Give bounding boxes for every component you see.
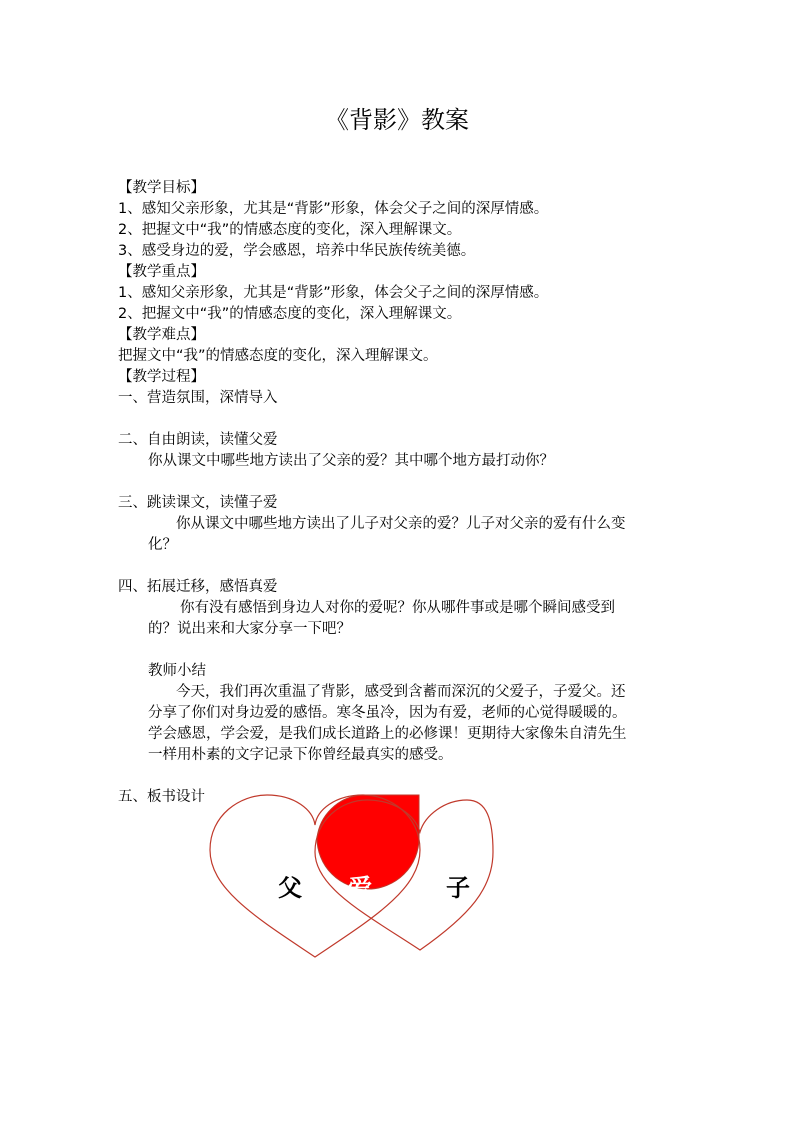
summary-text: 一样用朴素的文字记录下你曾经最真实的感受。 <box>148 747 453 763</box>
doc-title: 《背影》教案 <box>325 106 469 134</box>
step-4-question: 你有没有感悟到身边人对你的爱呢？你从哪件事或是哪个瞬间感受到 <box>180 600 615 616</box>
board-design-diagram <box>205 790 495 965</box>
summary-text: 今天，我们再次重温了背影，感受到含蓄而深沉的父爱子，子爱父。还 <box>176 684 626 700</box>
love-char: 爱 <box>348 874 372 902</box>
summary-heading: 教师小结 <box>148 663 206 679</box>
goal-item: 2、把握文中“我”的情感态度的变化，深入理解课文。 <box>118 222 462 238</box>
step-5: 五、板书设计 <box>118 789 205 805</box>
step-3-question: 你从课文中哪些地方读出了儿子对父亲的爱？儿子对父亲的爱有什么变 <box>176 516 626 532</box>
step-4: 四、拓展迁移，感悟真爱 <box>118 579 278 595</box>
key-item: 2、把握文中“我”的情感态度的变化，深入理解课文。 <box>118 306 462 322</box>
goals-heading: 【教学目标】 <box>118 180 205 196</box>
step-3: 三、跳读课文，读懂子爱 <box>118 495 278 511</box>
key-heading: 【教学重点】 <box>118 264 205 280</box>
summary-text: 学会感恩，学会爱，是我们成长道路上的必修课！更期待大家像朱自清先生 <box>148 726 627 742</box>
goal-item: 1、感知父亲形象，尤其是“背影”形象，体会父子之间的深厚情感。 <box>118 201 549 217</box>
goal-item: 3、感受身边的爱，学会感恩，培养中华民族传统美德。 <box>118 243 476 259</box>
step-4-question-cont: 的？说出来和大家分享一下吧？ <box>148 621 351 637</box>
son-char: 子 <box>446 874 470 902</box>
step-2: 二、自由朗读，读懂父爱 <box>118 432 278 448</box>
difficulty-heading: 【教学难点】 <box>118 327 205 343</box>
step-1: 一、营造氛围，深情导入 <box>118 390 278 406</box>
step-2-question: 你从课文中哪些地方读出了父亲的爱？其中哪个地方最打动你？ <box>148 453 554 469</box>
step-3-question-cont: 化？ <box>148 537 177 553</box>
difficulty-item: 把握文中“我”的情感态度的变化，深入理解课文。 <box>118 348 438 364</box>
father-char: 父 <box>278 874 302 902</box>
process-heading: 【教学过程】 <box>118 369 205 385</box>
summary-text: 分享了你们对身边爱的感悟。寒冬虽冷，因为有爱，老师的心觉得暖暖的。 <box>148 705 627 721</box>
key-item: 1、感知父亲形象，尤其是“背影”形象，体会父子之间的深厚情感。 <box>118 285 549 301</box>
